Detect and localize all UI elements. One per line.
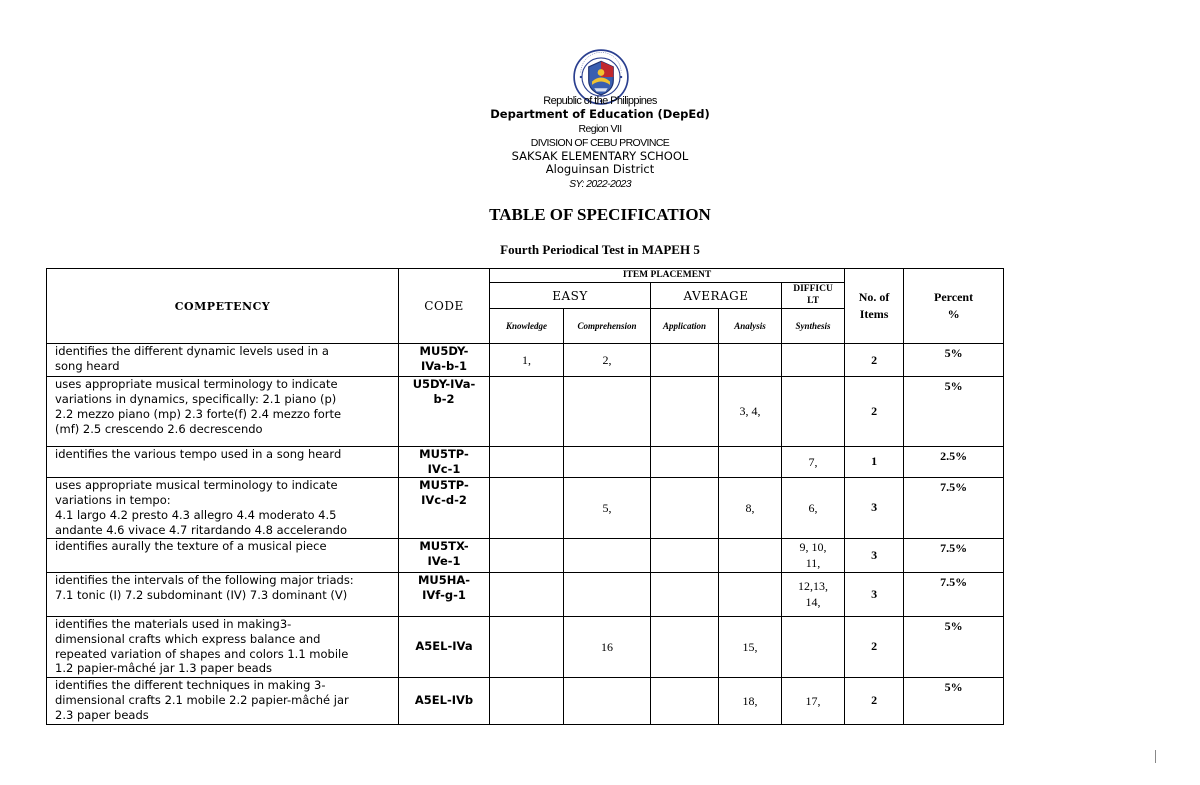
- header-item-placement: ITEM PLACEMENT: [490, 269, 845, 283]
- header-division: DIVISION OF CEBU PROVINCE: [530, 137, 670, 149]
- no-of-items-cell: 1: [845, 447, 904, 478]
- code-text-line: A5EL-IVa: [415, 639, 473, 654]
- table-row: [47, 344, 1004, 377]
- synthesis-text-line: 12,13,: [798, 578, 829, 593]
- header-republic: Republic of the Philippines: [543, 95, 657, 107]
- header-no-of-items: No. of Items: [845, 269, 904, 344]
- header-average: AVERAGE: [651, 283, 782, 309]
- knowledge-cell: [490, 572, 564, 616]
- competency-text-line: identifies the different dynamic levels used in a: [55, 344, 329, 358]
- table-row: [47, 477, 1004, 538]
- competency-text-line: 4.1 largo 4.2 presto 4.3 allegro 4.4 moderato 4.5: [55, 507, 337, 522]
- competency-text-line: dimensional crafts which express balance and: [55, 631, 321, 646]
- competency-text-line: song heard: [55, 358, 120, 373]
- text-cursor: [1155, 750, 1156, 763]
- synthesis-cell: [782, 616, 845, 677]
- comprehension-cell: [564, 377, 651, 447]
- comprehension-cell: [564, 538, 651, 572]
- comprehension-cell: 5,: [564, 477, 651, 538]
- code-text-line: IVc-1: [427, 461, 461, 476]
- header-school: SAKSAK ELEMENTARY SCHOOL: [511, 149, 689, 163]
- analysis-cell: 15,: [719, 616, 782, 677]
- header-competency: COMPETENCY: [47, 269, 399, 344]
- knowledge-cell: [490, 538, 564, 572]
- header-difficult: DIFFICU LT: [782, 283, 845, 309]
- synthesis-text-line: 17,: [805, 693, 821, 708]
- competency-cell: [47, 616, 399, 677]
- analysis-cell: [719, 344, 782, 377]
- synthesis-cell: [782, 447, 845, 478]
- comprehension-cell: 2,: [564, 344, 651, 377]
- code-text-line: A5EL-IVb: [414, 693, 474, 708]
- percent-cell: 5%: [904, 616, 1004, 677]
- code-text-line: IVf-g-1: [422, 587, 466, 602]
- synthesis-cell: [782, 677, 845, 724]
- code-cell: [399, 538, 490, 572]
- competency-text-line: identifies the different techniques in making 3-: [55, 677, 326, 692]
- analysis-cell: 18,: [719, 677, 782, 724]
- comprehension-cell: [564, 447, 651, 478]
- competency-text-line: dimensional crafts 2.1 mobile 2.2 papier-mâché jar: [55, 692, 349, 707]
- no-of-items-cell: 3: [845, 538, 904, 572]
- analysis-cell: [719, 538, 782, 572]
- application-cell: [651, 344, 719, 377]
- no-of-items-cell: 2: [845, 616, 904, 677]
- competency-text-line: uses appropriate musical terminology to indicate: [55, 377, 338, 391]
- competency-text-line: 7.1 tonic (I) 7.2 subdominant (IV) 7.3 dominant (V): [55, 587, 348, 602]
- header-district: Aloguinsan District: [545, 162, 655, 176]
- code-text-line: MU5TP-: [419, 447, 469, 461]
- competency-cell: [47, 344, 399, 377]
- code-text-line: MU5DY-: [419, 344, 469, 358]
- application-cell: [651, 572, 719, 616]
- competency-cell: [47, 447, 399, 478]
- code-cell: [399, 572, 490, 616]
- analysis-cell: 3, 4,: [719, 377, 782, 447]
- application-cell: [651, 616, 719, 677]
- knowledge-cell: [490, 377, 564, 447]
- code-text-line: IVe-1: [427, 553, 461, 568]
- competency-cell: [47, 677, 399, 724]
- page-subtitle: Fourth Periodical Test in MAPEH 5: [500, 242, 700, 257]
- application-cell: [651, 477, 719, 538]
- competency-text-line: variations in tempo:: [55, 492, 171, 507]
- competency-text-line: repeated variation of shapes and colors 1.1 mobile: [55, 646, 349, 661]
- header-synthesis: Synthesis: [782, 309, 845, 344]
- percent-cell: 5%: [904, 377, 1004, 447]
- competency-cell: [47, 377, 399, 447]
- table-row: [47, 677, 1004, 724]
- percent-cell: 5%: [904, 677, 1004, 724]
- header-knowledge: Knowledge: [490, 309, 564, 344]
- competency-cell: [47, 477, 399, 538]
- synthesis-text-line: 6,: [808, 500, 818, 515]
- code-text-line: MU5TP-: [419, 477, 469, 492]
- percent-cell: 7.5%: [904, 477, 1004, 538]
- code-text-line: IVa-b-1: [420, 358, 468, 373]
- specification-table: [46, 268, 1004, 725]
- table-row: [47, 616, 1004, 677]
- synthesis-cell: [782, 344, 845, 377]
- code-cell: [399, 344, 490, 377]
- table-row: [47, 447, 1004, 478]
- synthesis-text-line: 7,: [808, 454, 818, 469]
- knowledge-cell: [490, 447, 564, 478]
- analysis-cell: [719, 572, 782, 616]
- percent-cell: 2.5%: [904, 447, 1004, 478]
- code-cell: [399, 616, 490, 677]
- knowledge-cell: [490, 677, 564, 724]
- code-text-line: IVc-d-2: [421, 492, 467, 507]
- analysis-cell: [719, 447, 782, 478]
- header-easy: EASY: [490, 283, 651, 309]
- competency-cell: [47, 572, 399, 616]
- knowledge-cell: 1,: [490, 344, 564, 377]
- header-application: Application: [651, 309, 719, 344]
- percent-cell: 7.5%: [904, 572, 1004, 616]
- competency-text-line: 2.2 mezzo piano (mp) 2.3 forte(f) 2.4 mezzo forte: [55, 406, 342, 421]
- code-text-line: U5DY-IVa-: [412, 377, 476, 391]
- page-title: TABLE OF SPECIFICATION: [489, 205, 711, 224]
- synthesis-cell: [782, 477, 845, 538]
- analysis-cell: 8,: [719, 477, 782, 538]
- no-of-items-cell: 2: [845, 344, 904, 377]
- competency-text-line: identifies aurally the texture of a musical piece: [55, 538, 327, 553]
- competency-text-line: 1.2 papier-mâché jar 1.3 paper beads: [55, 661, 272, 676]
- table-row: [47, 538, 1004, 572]
- synthesis-cell: [782, 538, 845, 572]
- header-comprehension: Comprehension: [564, 309, 651, 344]
- no-of-items-cell: 2: [845, 677, 904, 724]
- table-row: [47, 377, 1004, 447]
- competency-text-line: identifies the materials used in making3-: [55, 616, 292, 631]
- header-school-year: SY: 2022-2023: [569, 178, 631, 190]
- synthesis-cell: [782, 572, 845, 616]
- synthesis-text-line: 9, 10,: [799, 539, 827, 554]
- code-cell: [399, 447, 490, 478]
- application-cell: [651, 677, 719, 724]
- competency-cell: [47, 538, 399, 572]
- table-row: [47, 572, 1004, 616]
- header-analysis: Analysis: [719, 309, 782, 344]
- header-code: CODE: [399, 269, 490, 344]
- code-text-line: MU5TX-: [419, 538, 469, 553]
- application-cell: [651, 447, 719, 478]
- synthesis-text-line: 11,: [805, 556, 821, 571]
- knowledge-cell: [490, 616, 564, 677]
- comprehension-cell: [564, 677, 651, 724]
- percent-cell: 5%: [904, 344, 1004, 377]
- competency-text-line: identifies the intervals of the following major triads:: [55, 572, 354, 587]
- competency-text-line: (mf) 2.5 crescendo 2.6 decrescendo: [55, 421, 263, 436]
- code-text-line: MU5HA-: [417, 572, 471, 587]
- percent-cell: 7.5%: [904, 538, 1004, 572]
- no-of-items-cell: 3: [845, 477, 904, 538]
- comprehension-cell: [564, 572, 651, 616]
- competency-text-line: identifies the various tempo used in a song heard: [55, 447, 342, 461]
- code-cell: [399, 377, 490, 447]
- synthesis-text-line: 14,: [805, 595, 821, 610]
- no-of-items-cell: 2: [845, 377, 904, 447]
- code-cell: [399, 677, 490, 724]
- knowledge-cell: [490, 477, 564, 538]
- competency-text-line: variations in dynamics, specifically: 2.1 piano (p): [55, 391, 337, 406]
- header-percent: Percent %: [904, 269, 1004, 344]
- application-cell: [651, 538, 719, 572]
- comprehension-cell: 16: [564, 616, 651, 677]
- no-of-items-cell: 3: [845, 572, 904, 616]
- code-text-line: b-2: [433, 391, 455, 406]
- header-department: Department of Education (DepEd): [490, 107, 710, 121]
- competency-text-line: uses appropriate musical terminology to indicate: [55, 477, 338, 492]
- competency-text-line: andante 4.6 vivace 4.7 ritardando 4.8 accelerando: [55, 522, 348, 537]
- synthesis-cell: [782, 377, 845, 447]
- code-cell: [399, 477, 490, 538]
- application-cell: [651, 377, 719, 447]
- header-region: Region VII: [578, 123, 622, 135]
- competency-text-line: 2.3 paper beads: [55, 707, 149, 722]
